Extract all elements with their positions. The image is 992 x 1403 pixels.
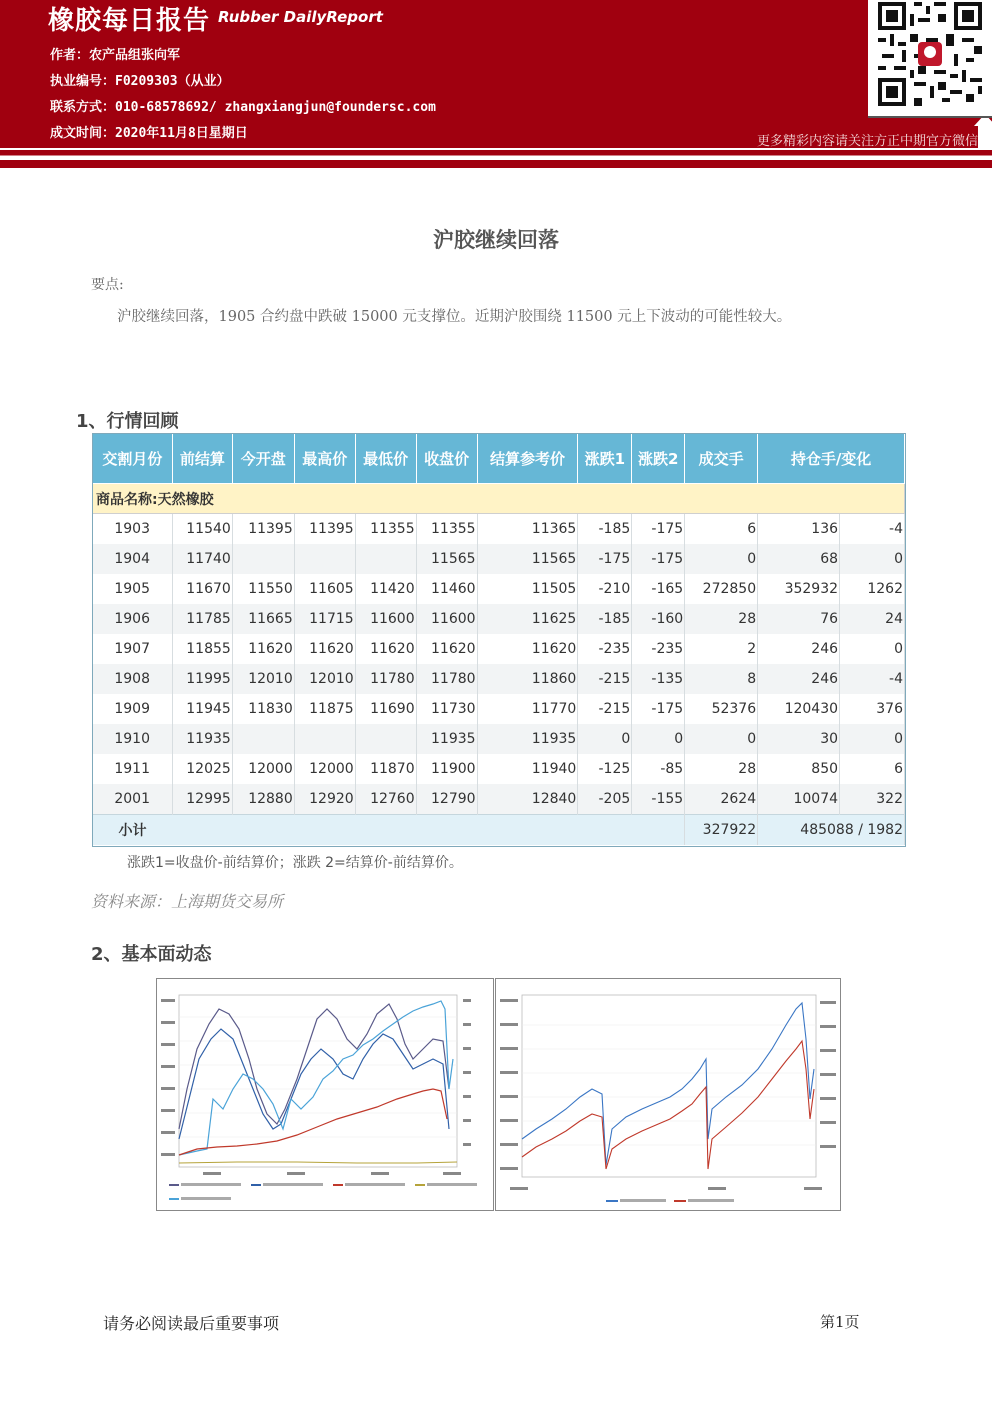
table-cell: 12000 xyxy=(232,754,294,784)
column-header: 涨跌2 xyxy=(632,434,685,484)
table-cell: 76 xyxy=(758,604,840,634)
table-cell: 120430 xyxy=(758,694,840,724)
column-header: 交割月份 xyxy=(93,434,173,484)
product-name-cell: 商品名称:天然橡胶 xyxy=(93,484,905,514)
page-number: 第1页 xyxy=(820,1313,860,1331)
keypoints-text: 沪胶继续回落，1905 合约盘中跌破 15000 元支撑位。近期沪胶围绕 11500 元上下波动的可能性较大。 xyxy=(117,309,792,325)
table-cell: 12995 xyxy=(172,784,232,815)
table-cell: 272850 xyxy=(685,574,758,604)
table-cell: 52376 xyxy=(685,694,758,724)
table-cell: 11770 xyxy=(477,694,578,724)
table-cell: 11420 xyxy=(355,574,416,604)
table-cell: -175 xyxy=(632,694,685,724)
table-cell: 6 xyxy=(840,754,905,784)
table-cell: 12760 xyxy=(355,784,416,815)
table-cell: -215 xyxy=(578,694,632,724)
table-row xyxy=(93,544,905,574)
table-cell: -155 xyxy=(632,784,685,815)
table-cell: -235 xyxy=(632,634,685,664)
subtotal-volume: 327922 xyxy=(685,815,758,846)
table-cell: 11355 xyxy=(416,514,477,545)
column-header: 收盘价 xyxy=(416,434,477,484)
table-cell: 0 xyxy=(840,634,905,664)
table-cell: 11875 xyxy=(294,694,355,724)
table-cell: 11715 xyxy=(294,604,355,634)
qr-code-icon xyxy=(878,2,982,106)
table-row xyxy=(93,754,905,784)
table-row xyxy=(93,514,905,545)
table-cell xyxy=(294,724,355,754)
table-cell: 12000 xyxy=(294,754,355,784)
table-cell: -160 xyxy=(632,604,685,634)
table-cell: -125 xyxy=(578,754,632,784)
table-row xyxy=(93,664,905,694)
fundamentals-chart-right-plot xyxy=(496,979,840,1210)
table-cell: 24 xyxy=(840,604,905,634)
table-cell: 850 xyxy=(758,754,840,784)
table-cell: -85 xyxy=(632,754,685,784)
column-header: 前结算 xyxy=(172,434,232,484)
table-cell: 1262 xyxy=(840,574,905,604)
qr-code xyxy=(868,0,992,118)
table-cell: -175 xyxy=(632,544,685,574)
table-row xyxy=(93,604,905,634)
table-cell: 11780 xyxy=(416,664,477,694)
table-cell: 11625 xyxy=(477,604,578,634)
table-cell: 11940 xyxy=(477,754,578,784)
table-cell: 11355 xyxy=(355,514,416,545)
table-cell: 322 xyxy=(840,784,905,815)
table-cell: 1909 xyxy=(93,694,173,724)
table-note: 涨跌1=收盘价-前结算价；涨跌 2=结算价-前结算价。 xyxy=(127,855,463,871)
report-title: 沪胶继续回落 xyxy=(433,228,559,252)
table-cell: 6 xyxy=(685,514,758,545)
license-line: 执业编号：F0209303（从业） xyxy=(50,74,230,89)
table-cell: 12025 xyxy=(172,754,232,784)
table-cell xyxy=(355,544,416,574)
report-brand-subtitle: Rubber DailyReport xyxy=(218,8,383,26)
table-cell: -175 xyxy=(578,544,632,574)
table-cell: 1910 xyxy=(93,724,173,754)
table-cell: 11945 xyxy=(172,694,232,724)
table-cell: 11870 xyxy=(355,754,416,784)
table-cell: 11395 xyxy=(232,514,294,545)
table-cell: 0 xyxy=(685,724,758,754)
table-cell: 10074 xyxy=(758,784,840,815)
keypoints-label: 要点: xyxy=(91,277,124,293)
table-cell: 0 xyxy=(632,724,685,754)
table-cell: 2 xyxy=(685,634,758,664)
table-cell: 11690 xyxy=(355,694,416,724)
table-cell: 11600 xyxy=(416,604,477,634)
footer-disclaimer: 请务必阅读最后重要事项 xyxy=(103,1314,280,1333)
table-cell: 12010 xyxy=(294,664,355,694)
column-header: 最低价 xyxy=(355,434,416,484)
table-cell: 11935 xyxy=(477,724,578,754)
author-line: 作者：农产品组张向军 xyxy=(50,48,181,63)
product-name-row xyxy=(93,484,905,514)
contact-line: 联系方式：010-68578692/ zhangxiangjun@foundersc.com xyxy=(50,100,436,115)
table-cell: -175 xyxy=(632,514,685,545)
table-cell: 28 xyxy=(685,604,758,634)
table-cell: 11605 xyxy=(294,574,355,604)
table-cell: 11935 xyxy=(416,724,477,754)
table-cell: 11740 xyxy=(172,544,232,574)
table-cell: 11995 xyxy=(172,664,232,694)
table-cell: -165 xyxy=(632,574,685,604)
table-header-row xyxy=(93,434,905,484)
table-cell: 11620 xyxy=(232,634,294,664)
table-cell: -210 xyxy=(578,574,632,604)
wechat-promo: 更多精彩内容请关注方正中期官方微信 xyxy=(756,134,978,149)
section-fundamentals-title: 2、基本面动态 xyxy=(91,944,212,965)
table-cell: 28 xyxy=(685,754,758,784)
table-cell: 246 xyxy=(758,634,840,664)
table-cell: 1906 xyxy=(93,604,173,634)
table-cell: 12920 xyxy=(294,784,355,815)
table-cell: 246 xyxy=(758,664,840,694)
table-cell: 11730 xyxy=(416,694,477,724)
header-band xyxy=(0,150,992,168)
report-brand-title: 橡胶每日报告 xyxy=(48,6,211,36)
table-cell: 136 xyxy=(758,514,840,545)
table-cell: -235 xyxy=(578,634,632,664)
table-cell: 0 xyxy=(840,724,905,754)
table-cell xyxy=(232,724,294,754)
table-cell: -205 xyxy=(578,784,632,815)
table-cell: 68 xyxy=(758,544,840,574)
table-cell: 11505 xyxy=(477,574,578,604)
table-cell: 11565 xyxy=(477,544,578,574)
table-cell: 11395 xyxy=(294,514,355,545)
table-cell: 11620 xyxy=(294,634,355,664)
table-cell: 11550 xyxy=(232,574,294,604)
table-cell: 11540 xyxy=(172,514,232,545)
table-cell: 12880 xyxy=(232,784,294,815)
table-cell: 1907 xyxy=(93,634,173,664)
table-cell: -135 xyxy=(632,664,685,694)
table-cell: 11565 xyxy=(416,544,477,574)
report-header xyxy=(0,0,992,148)
table-cell: 11780 xyxy=(355,664,416,694)
fundamentals-chart-left-plot xyxy=(157,979,493,1210)
table-cell: -4 xyxy=(840,514,905,545)
table-cell: -185 xyxy=(578,514,632,545)
subtotal-open-interest: 485088 / 1982 xyxy=(758,815,905,846)
table-cell: 11665 xyxy=(232,604,294,634)
table-row xyxy=(93,634,905,664)
table-cell: 1911 xyxy=(93,754,173,784)
section-market-review-title: 1、行情回顾 xyxy=(76,411,179,432)
table-cell xyxy=(355,724,416,754)
table-cell: 376 xyxy=(840,694,905,724)
column-header: 最高价 xyxy=(294,434,355,484)
fundamentals-chart-right xyxy=(495,978,841,1211)
table-cell: 11620 xyxy=(477,634,578,664)
table-row xyxy=(93,574,905,604)
date-line: 成文时间：2020年11月8日星期日 xyxy=(50,126,248,141)
table-cell: 11900 xyxy=(416,754,477,784)
column-header: 成交手 xyxy=(685,434,758,484)
column-header: 持仓手/变化 xyxy=(758,434,905,484)
subtotal-label: 小计 xyxy=(93,815,685,846)
data-source: 资料来源：上海期货交易所 xyxy=(91,892,284,911)
table-cell: 11935 xyxy=(172,724,232,754)
table-cell: 0 xyxy=(840,544,905,574)
table-cell: 1903 xyxy=(93,514,173,545)
table-cell: 11860 xyxy=(477,664,578,694)
table-cell: 12010 xyxy=(232,664,294,694)
table-cell: -185 xyxy=(578,604,632,634)
table-cell: 11670 xyxy=(172,574,232,604)
table-cell: 0 xyxy=(578,724,632,754)
table-cell: 352932 xyxy=(758,574,840,604)
table-cell: 0 xyxy=(685,544,758,574)
table-cell: 11460 xyxy=(416,574,477,604)
quote-table xyxy=(92,433,905,845)
table-row xyxy=(93,784,905,815)
table-cell: -4 xyxy=(840,664,905,694)
table-cell: 11365 xyxy=(477,514,578,545)
table-cell: 11785 xyxy=(172,604,232,634)
table-cell: 11830 xyxy=(232,694,294,724)
table-cell xyxy=(232,544,294,574)
table-cell: 2624 xyxy=(685,784,758,815)
table-cell: 11620 xyxy=(416,634,477,664)
table-cell: 8 xyxy=(685,664,758,694)
table-cell: 1905 xyxy=(93,574,173,604)
table-cell: 30 xyxy=(758,724,840,754)
table-cell: 1904 xyxy=(93,544,173,574)
column-header: 涨跌1 xyxy=(578,434,632,484)
column-header: 结算参考价 xyxy=(477,434,578,484)
table-cell: 12790 xyxy=(416,784,477,815)
table-row xyxy=(93,724,905,754)
up-arrow-icon xyxy=(978,124,992,148)
table-cell xyxy=(294,544,355,574)
column-header: 今开盘 xyxy=(232,434,294,484)
table-cell: 1908 xyxy=(93,664,173,694)
table-cell: 11600 xyxy=(355,604,416,634)
table-cell: 11855 xyxy=(172,634,232,664)
table-cell: 11620 xyxy=(355,634,416,664)
subtotal-row xyxy=(93,815,905,846)
table-cell: 2001 xyxy=(93,784,173,815)
table-cell: -215 xyxy=(578,664,632,694)
table-row xyxy=(93,694,905,724)
fundamentals-chart-left xyxy=(156,978,494,1211)
table-cell: 12840 xyxy=(477,784,578,815)
